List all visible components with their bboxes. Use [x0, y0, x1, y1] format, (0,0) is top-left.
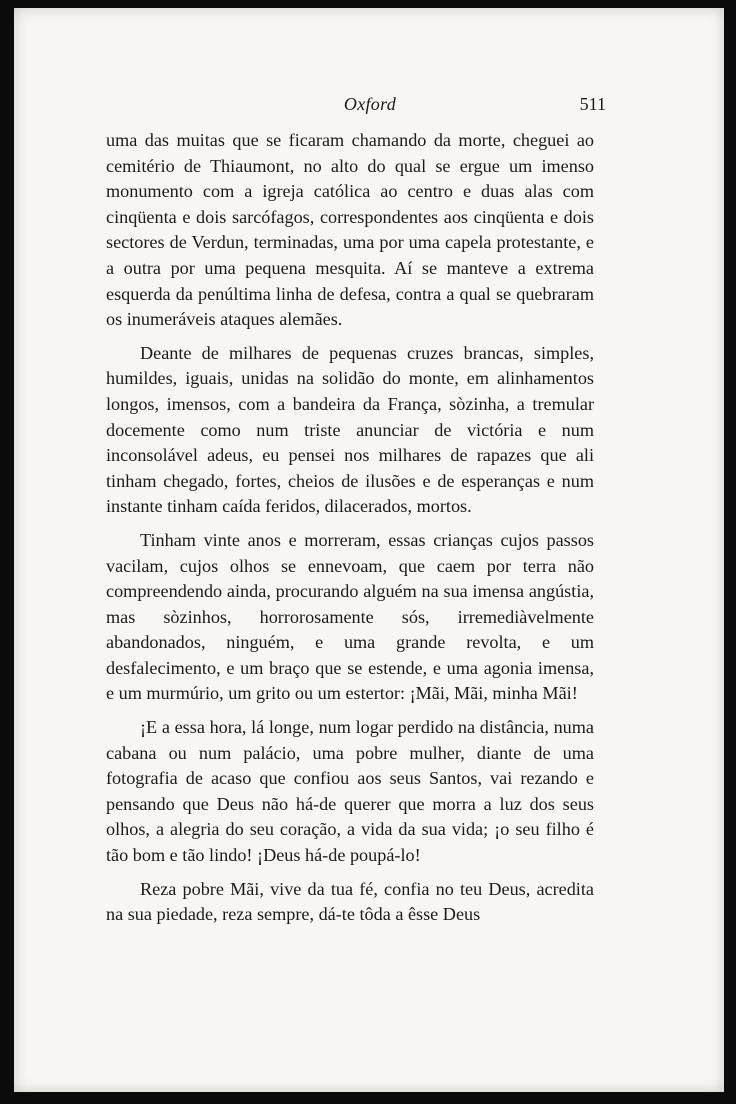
- paragraph-2: Deante de milhares de pequenas cruzes brancas, simples, humildes, iguais, unidas na solidão do monte, em alinhamentos longos, imensos, com a bandeira da França, sòzinha, a tremular docemente como num triste anunciar de victória e num inconsolável adeus, eu pensei nos milhares de rapazes que ali tinham chegado, fortes, cheios de ilusões e de esperanças e num instante tinham caída feridos, dilacerados, mortos.: [106, 342, 594, 517]
- paragraph-5: Reza pobre Mãi, vive da tua fé, confia no teu Deus, acredita na sua piedade, reza sempre, dá-te tôda a êsse Deus: [106, 878, 594, 925]
- body-text: [106, 128, 594, 936]
- page-header: [120, 94, 620, 124]
- paragraph-1: uma das muitas que se ficaram chamando da morte, cheguei ao cemitério de Thiaumont, no alto do qual se ergue um imenso monumento com a igreja católica ao centro e duas alas com cinqüenta e dois sarcófagos, correspondentes aos cinqüenta e dois sectores de Verdun, terminadas, uma por uma capela protestante, e a outra por uma pequena mesquita. Aí se manteve a extrema esquerda da penúltima linha de defesa, contra a qual se quebraram os inumeráveis ataques alemães.: [106, 130, 594, 330]
- paragraph-3: Tinham vinte anos e morreram, essas crianças cujos passos vacilam, cujos olhos se ennevoam, que caem por terra não compreendendo ainda, procurando alguém na sua imensa angústia, mas sòzinhos, horrorosamente sós, irremediàvelmente abandonados, ninguém, e uma grande revolta, e um desfalecimento, e um braço que se estende, e uma agonia imensa, e um murmúrio, um grito ou um estertor: ¡Mãi, Mãi, minha Mãi!: [106, 529, 594, 704]
- running-title: Oxford: [343, 94, 397, 114]
- page-number: 511: [579, 94, 606, 114]
- paragraph-4: ¡E a essa hora, lá longe, num logar perdido na distância, numa cabana ou num palácio, uma pobre mulher, diante de uma fotografia de acaso que confiou aos seus Santos, vai rezando e pensando que Deus não há-de querer que morra a luz dos seus olhos, a alegria do seu coração, a vida da sua vida; ¡o seu filho é tão bom e tão lindo! ¡Deus há-de poupá-lo!: [106, 717, 594, 866]
